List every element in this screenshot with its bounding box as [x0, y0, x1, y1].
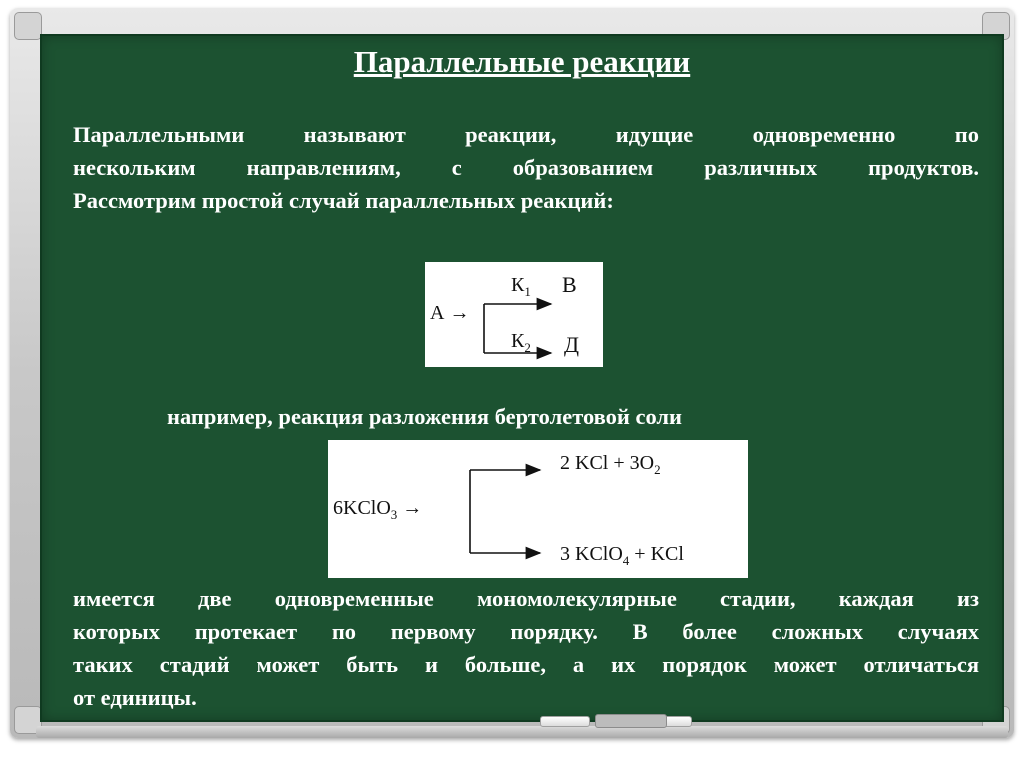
parallel-reaction-scheme [425, 262, 603, 367]
conclusion-line-1: имеется две одновременные мономолекулярные стадии, каждая из [73, 586, 979, 611]
rate-constant-k1: $К_1$ [511, 274, 531, 299]
product-kclo4-kcl: 3 KClO$_4$ + KCl [560, 543, 684, 568]
intro-line-2: нескольким направлениям, с образованием различных продуктов. [73, 155, 979, 180]
conclusion-line-2: которых протекает по первому порядку. В более сложных случаях [73, 619, 979, 644]
conclusion-line-3: таких стадий может быть и больше, а их порядок может отличаться [73, 652, 979, 677]
whiteboard-frame [10, 8, 1014, 738]
product-b: В [562, 272, 577, 297]
berthollet-salt-scheme [328, 440, 748, 578]
example-caption: например, реакция разложения бертолетовой соли [167, 404, 683, 429]
conclusion-paragraph [73, 582, 979, 714]
intro-paragraph [73, 118, 979, 217]
rate-constant-k2: $К_2$ [511, 330, 531, 355]
chalk-piece-left [540, 716, 590, 727]
conclusion-line-4: от единицы. [73, 685, 197, 710]
reactant-a: А → [430, 302, 470, 324]
intro-line-1: Параллельными называют реакции, идущие одновременно по [73, 122, 979, 147]
reactant-kclo3: 6KClO$_3$ → [333, 497, 423, 522]
product-kcl-o2: 2 KCl + $3O_2$ [560, 452, 661, 477]
frame-corner-top-left [14, 12, 42, 40]
chalkboard [40, 34, 1004, 722]
product-d: Д [564, 332, 580, 357]
slide-title: Параллельные реакции [353, 44, 691, 79]
chalk-tray [36, 726, 1008, 738]
board-eraser[interactable] [595, 714, 667, 728]
intro-line-3: Рассмотрим простой случай параллельных реакций: [73, 188, 614, 213]
